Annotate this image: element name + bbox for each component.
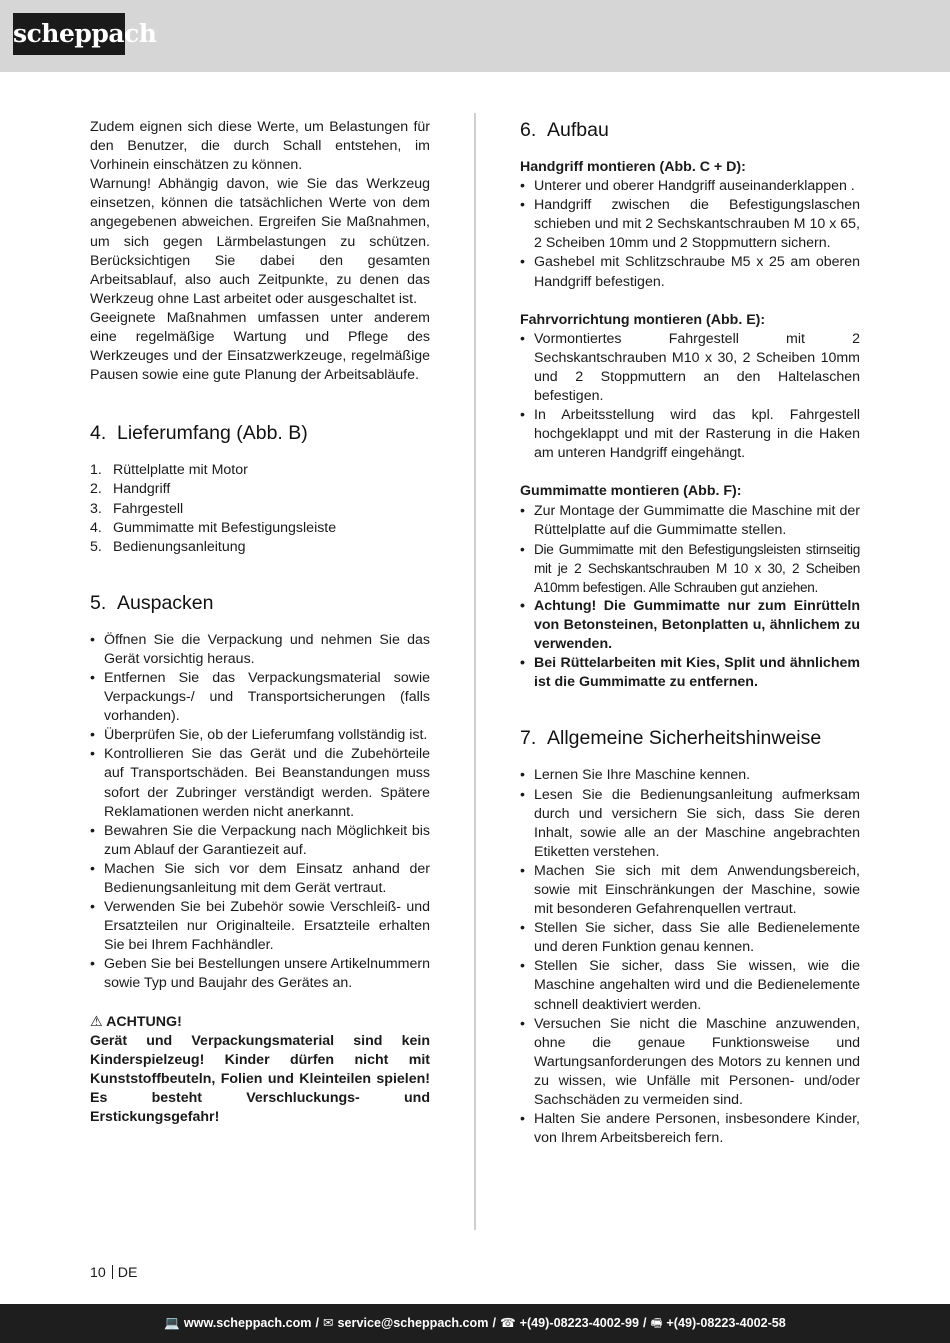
section-title: Aufbau: [547, 119, 609, 141]
section-number: 6.: [520, 119, 537, 141]
list-item: • Versuchen Sie nicht die Maschine anzuwenden, ohne die genaue Funktionsweise und Wartungsanforderungen des Motors zu kennen und zu wissen, wie Unfälle mit Personen- und/oder Sachschäden zu vermeiden sind.: [520, 1015, 860, 1110]
intro-paragraph: Warnung! Abhängig davon, wie Sie das Werkzeug einsetzen, können die tatsächlichen Werte von dem angegebenen abweichen. Ergreifen Sie Maßnahmen, um sich gegen Lärmbelastungen zu schützen. Berücksichtigen Sie dabei den gesamten Arbeitsablauf, also auch Zeitpunkte, zu denen das Werkzeug ohne Last arbeitet oder ausgeschaltet ist.: [90, 176, 430, 307]
page-number-separator: [112, 1265, 113, 1279]
warning-block: [90, 1013, 430, 1128]
list-item: • Zur Montage der Gummimatte die Maschine mit der Rüttelplatte auf die Gummimatte stellen.: [520, 502, 860, 540]
intro-text: [90, 118, 430, 385]
footer-phone: +(49)-08223-4002-99: [519, 1316, 640, 1330]
section-title: Lieferumfang (Abb. B): [117, 422, 308, 445]
list-item: • Lesen Sie die Bedienungsanleitung aufmerksam durch und versichern Sie sich, dass Sie deren Inhalt, sowie alle an der Maschine angebrachten Etiketten verstehen.: [520, 786, 860, 862]
subheading-fahrvorrichtung: Fahrvorrichtung montieren (Abb. E):: [520, 311, 766, 328]
list-item: • Machen Sie sich vor dem Einsatz anhand der Bedienungsanleitung mit dem Gerät vertraut.: [90, 860, 430, 898]
page-language: DE: [117, 1265, 138, 1281]
section-number: 7.: [520, 727, 537, 750]
page-number-value: 10: [90, 1265, 106, 1281]
footer-fax: +(49)-08223-4002-58: [666, 1316, 786, 1330]
section-heading-auspacken: [90, 591, 430, 615]
list-item: • Lernen Sie Ihre Maschine kennen.: [520, 766, 860, 785]
handgriff-list: [520, 177, 860, 292]
list-item: 5. Bedienungsanleitung: [90, 538, 246, 555]
intro-paragraph: Zudem eignen sich diese Werte, um Belastungen für den Benutzer, die durch Schall entstehen, im Vorhinein einschätzen zu können.: [90, 119, 430, 174]
list-item: • Entfernen Sie das Verpackungsmaterial sowie Verpackungs-/ und Transportsicherungen (falls vorhanden).: [90, 669, 430, 726]
list-item: 3. Fahrgestell: [90, 500, 184, 517]
list-item: • Gashebel mit Schlitzschraube M5 x 25 am oberen Handgriff befestigen.: [520, 253, 860, 291]
intro-paragraph: Geeignete Maßnahmen umfassen unter anderem eine regelmäßige Wartung und Pflege des Werkzeuges und der Einsatzwerkzeuge, regelmäßige Pausen sowie eine gute Planung der Arbeitsabläufe.: [90, 309, 430, 384]
list-item-warning: • Bei Rüttelarbeiten mit Kies, Split und ähnlichem ist die Gummimatte zu entfernen.: [520, 654, 860, 692]
footer-website-link[interactable]: www.scheppach.com: [183, 1316, 312, 1330]
section-heading-sicherheitshinweise: [520, 726, 860, 750]
left-column: [90, 118, 430, 1127]
brand-logo: scheppach: [13, 13, 125, 55]
gummimatte-list: [520, 502, 860, 693]
list-item-warning: • Achtung! Die Gummimatte nur zum Einrütteln von Betonsteinen, Betonplatten u, ähnlichem zu verwenden.: [520, 597, 860, 654]
list-item: • Öffnen Sie die Verpackung und nehmen Sie das Gerät vorsichtig heraus.: [90, 631, 430, 669]
subheading-handgriff: Handgriff montieren (Abb. C + D):: [520, 159, 746, 175]
unpacking-list: [90, 631, 430, 994]
warning-heading: [90, 1013, 430, 1032]
list-item: 4. Gummimatte mit Befestigungsleiste: [90, 519, 337, 536]
list-item: • Verwenden Sie bei Zubehör sowie Verschleiß- und Ersatzteilen nur Originalteile. Ersatzteile erhalten Sie bei Ihrem Fachhändler.: [90, 898, 430, 955]
section-title: Allgemeine Sicherheitshinweise: [547, 727, 822, 750]
list-item: 2. Handgriff: [90, 481, 171, 498]
footer-separator: /: [315, 1316, 319, 1330]
list-item: • Stellen Sie sicher, dass Sie alle Bedienelemente und deren Funktion genau kennen.: [520, 919, 860, 957]
column-divider: [474, 113, 476, 1230]
footer-separator: /: [492, 1316, 496, 1330]
page-number: [90, 1264, 138, 1283]
section-heading-lieferumfang: [90, 421, 430, 445]
footer-bar: [0, 1304, 950, 1343]
warning-title: ACHTUNG!: [106, 1013, 182, 1030]
computer-icon: 💻: [164, 1316, 180, 1330]
right-column: [520, 118, 860, 1148]
section-title: Auspacken: [117, 591, 214, 614]
phone-icon: ☎: [499, 1316, 516, 1330]
list-item: • Stellen Sie sicher, dass Sie wissen, wie die Maschine angehalten wird und die Bedienelemente schnell deaktiviert werden.: [520, 957, 860, 1014]
list-item: • Geben Sie bei Bestellungen unsere Artikelnummern sowie Typ und Baujahr des Gerätes an.: [90, 955, 430, 993]
list-item: • Handgriff zwischen die Befestigungslaschen schieben und mit 2 Sechskantschrauben M 10 x 65, 2 Scheiben 10mm und 2 Stoppmuttern sichern.: [520, 196, 860, 253]
warning-text: Gerät und Verpackungsmaterial sind kein Kinderspielzeug! Kinder dürfen nicht mit Kunststoffbeuteln, Folien und Kleinteilen spielen! Es besteht Verschluckungs- und Erstickungsgefahr!: [90, 1032, 430, 1126]
section-number: 5.: [90, 591, 107, 614]
delivery-list: [90, 461, 430, 556]
section-heading-aufbau: [520, 118, 860, 142]
fax-icon: 🖷: [650, 1316, 663, 1330]
list-item: • Die Gummimatte mit den Befestigungsleisten stirnseitig mit je 2 Sechskantschrauben M 10 x 30, 2 Scheiben A10mm befestigen. Alle Schrauben gut anziehen.: [520, 540, 860, 597]
list-item: • Halten Sie andere Personen, insbesondere Kinder, von Ihrem Arbeitsbereich fern.: [520, 1110, 860, 1148]
safety-list: [520, 766, 860, 1148]
list-item: • Unterer und oberer Handgriff auseinanderklappen .: [520, 177, 860, 196]
mail-icon: ✉: [322, 1316, 334, 1330]
warning-icon: ⚠: [90, 1013, 103, 1030]
header-bar: [0, 0, 950, 72]
fahrvorrichtung-list: [520, 330, 860, 464]
list-item: • Bewahren Sie die Verpackung nach Möglichkeit bis zum Ablauf der Garantiezeit auf.: [90, 822, 430, 860]
list-item: • Vormontiertes Fahrgestell mit 2 Sechskantschrauben M10 x 30, 2 Scheiben 10mm und 2 Stoppmuttern an den Haltelaschen befestigen.: [520, 330, 860, 406]
list-item: • Machen Sie sich mit dem Anwendungsbereich, sowie mit Einschränkungen der Maschine, sowie mit besonderen Gefahrenquellen vertraut.: [520, 862, 860, 919]
footer-separator: /: [643, 1316, 647, 1330]
footer-email-link[interactable]: service@scheppach.com: [337, 1316, 489, 1330]
list-item: • In Arbeitsstellung wird das kpl. Fahrgestell hochgeklappt und mit der Rasterung in die Haken am unteren Handgriff eingehängt.: [520, 406, 860, 463]
list-item: • Überprüfen Sie, ob der Lieferumfang vollständig ist.: [90, 726, 430, 745]
list-item: 1. Rüttelplatte mit Motor: [90, 462, 248, 479]
list-item: • Kontrollieren Sie das Gerät und die Zubehörteile auf Transportschäden. Bei Beanstandungen muss sofort der Zubringer verständigt werden. Spätere Reklamationen werden nicht anerkannt.: [90, 745, 430, 821]
section-number: 4.: [90, 422, 107, 445]
subheading-gummimatte: Gummimatte montieren (Abb. F):: [520, 483, 742, 500]
